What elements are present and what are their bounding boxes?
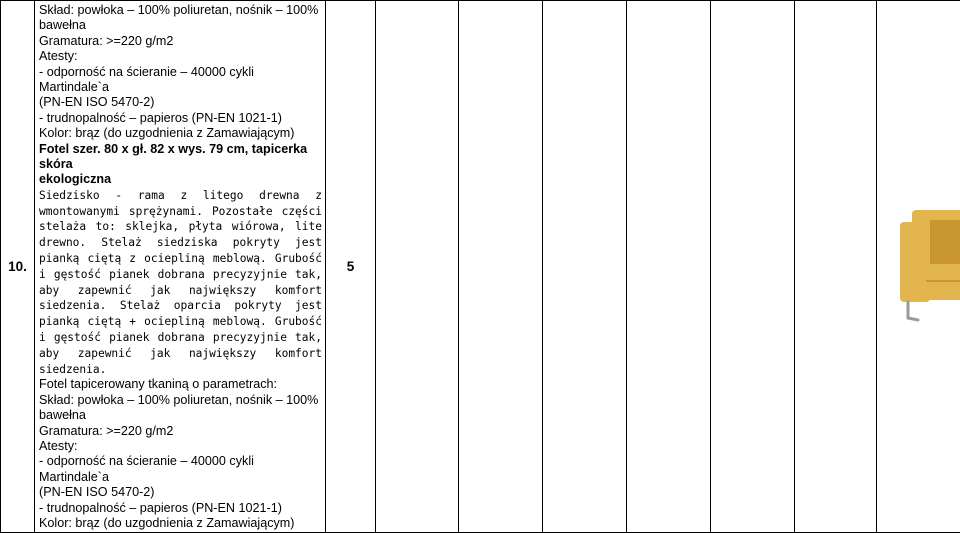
empty-cell-4 bbox=[627, 1, 711, 533]
armchair-inner-back bbox=[930, 220, 960, 266]
empty-cell-1 bbox=[376, 1, 459, 533]
description-top-line: Gramatura: >=220 g/m2 bbox=[39, 34, 322, 49]
description-bottom-line: - trudnopalność – papieros (PN-EN 1021-1) bbox=[39, 501, 322, 516]
description-bottom-line: - odporność na ścieranie – 40000 cykli Martindale`a bbox=[39, 454, 322, 485]
product-image-cell bbox=[877, 1, 960, 533]
description-bottom-line: Fotel tapicerowany tkaniną o parametrach: bbox=[39, 377, 322, 392]
description-bottom-line: Gramatura: >=220 g/m2 bbox=[39, 424, 322, 439]
description-bottom-line: Skład: powłoka – 100% poliuretan, nośnik – 100% bbox=[39, 393, 322, 408]
description-bottom bbox=[39, 377, 322, 531]
description-top bbox=[39, 3, 322, 142]
description-top-line: Skład: powłoka – 100% poliuretan, nośnik – 100% bbox=[39, 3, 322, 18]
description-top-line: - trudnopalność – papieros (PN-EN 1021-1) bbox=[39, 111, 322, 126]
product-title-line1: Fotel szer. 80 x gł. 82 x wys. 79 cm, tapicerka skóra bbox=[39, 142, 322, 173]
row-number: 10. bbox=[1, 1, 35, 533]
construction-description: Siedzisko - rama z litego drewna z wmontowanymi sprężynami. Pozostałe części stelaża to: sklejka, płyta wiórowa, lite drewno. Stelaż siedziska pokryty jest pianką ciętą z ociepliną meblową. Grubość i gęstość pianek dobrana precyzyjnie tak, aby zapewnić jak największy komfort siedzenia. Stelaż oparcia pokryty jest pianką ciętą + ociepliną meblową. Grubość i gęstość pianek dobrana precyzyjnie tak, aby zapewnić jak największy komfort siedzenia. bbox=[39, 188, 322, 378]
description-top-line: Atesty: bbox=[39, 49, 322, 64]
armchair-image bbox=[894, 206, 960, 326]
description-bottom-line: Kolor: brąz (do uzgodnienia z Zamawiającym) bbox=[39, 516, 322, 531]
empty-cell-2 bbox=[459, 1, 543, 533]
description-bottom-line: (PN-EN ISO 5470-2) bbox=[39, 485, 322, 500]
description-bottom-line: Atesty: bbox=[39, 439, 322, 454]
armchair-left-arm bbox=[900, 222, 930, 302]
table-row bbox=[1, 1, 960, 533]
armchair-seat-front bbox=[926, 280, 960, 282]
description-bottom-line: bawełna bbox=[39, 408, 322, 423]
description-top-line: - odporność na ścieranie – 40000 cykli Martindale`a bbox=[39, 65, 322, 96]
quantity-cell: 5 bbox=[326, 1, 376, 533]
description-top-line: bawełna bbox=[39, 18, 322, 33]
description-top-line: (PN-EN ISO 5470-2) bbox=[39, 95, 322, 110]
empty-cell-3 bbox=[543, 1, 627, 533]
armchair-left-leg bbox=[908, 302, 918, 320]
product-title-line2: ekologiczna bbox=[39, 172, 322, 187]
empty-cell-6 bbox=[795, 1, 877, 533]
product-description bbox=[35, 1, 326, 533]
empty-cell-5 bbox=[711, 1, 795, 533]
description-top-line: Kolor: brąz (do uzgodnienia z Zamawiającym) bbox=[39, 126, 322, 141]
